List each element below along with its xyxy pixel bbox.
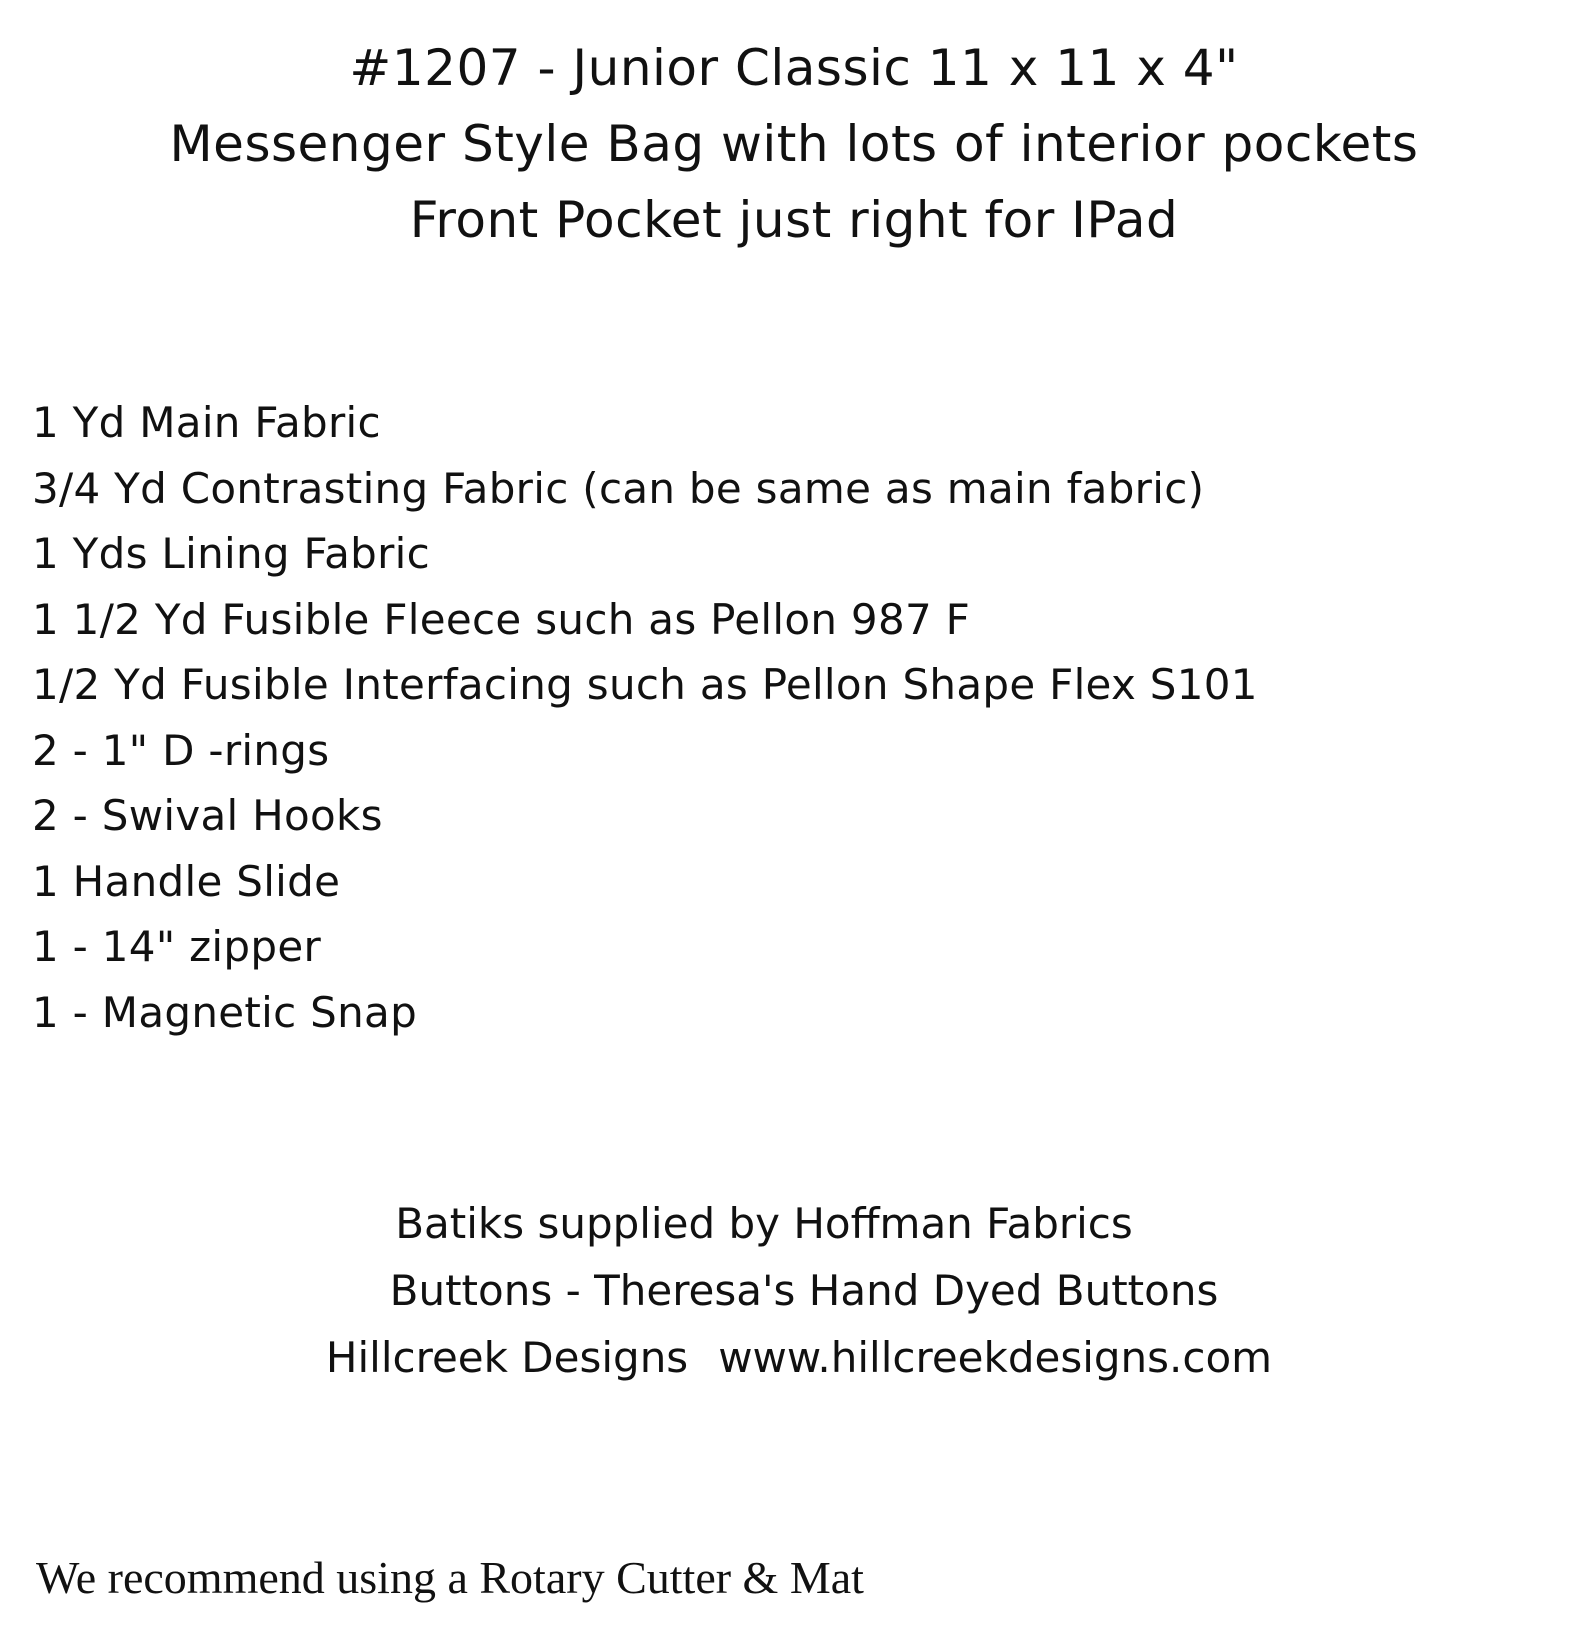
credits-block <box>0 1190 1588 1391</box>
list-item: 1 - 14" zipper <box>32 922 322 971</box>
buttons-credit: Buttons - Theresa's Hand Dyed Buttons <box>389 1266 1219 1315</box>
batiks-credit: Batiks supplied by Hoffman Fabrics <box>395 1199 1133 1248</box>
company-name: Hillcreek Designs <box>325 1333 689 1382</box>
list-item: 1 Yds Lining Fabric <box>32 529 431 578</box>
pattern-title: #1207 - Junior Classic 11 x 11 x 4" <box>349 39 1239 97</box>
recommendation-note: We recommend using a Rotary Cutter & Mat <box>36 1552 864 1603</box>
pattern-note: Front Pocket just right for IPad <box>409 191 1179 249</box>
pattern-header <box>0 30 1588 258</box>
list-item: 1/2 Yd Fusible Interfacing such as Pellon Shape Flex S101 <box>32 660 1258 709</box>
list-item: 1 1/2 Yd Fusible Fleece such as Pellon 987 F <box>32 594 971 644</box>
materials-list <box>32 400 1532 1055</box>
pattern-subtitle: Messenger Style Bag with lots of interior pockets <box>169 115 1419 173</box>
company-website: www.hillcreekdesigns.com <box>718 1333 1273 1382</box>
list-item: 1 Handle Slide <box>32 856 341 906</box>
list-item: 2 - Swival Hooks <box>32 791 383 840</box>
list-item: 2 - 1" D -rings <box>32 725 330 775</box>
list-item: 3/4 Yd Contrasting Fabric (can be same as main fabric) <box>32 463 1205 513</box>
company-credit <box>10 1324 1588 1391</box>
list-item: 1 - Magnetic Snap <box>32 987 418 1037</box>
list-item: 1 Yd Main Fabric <box>32 398 381 447</box>
